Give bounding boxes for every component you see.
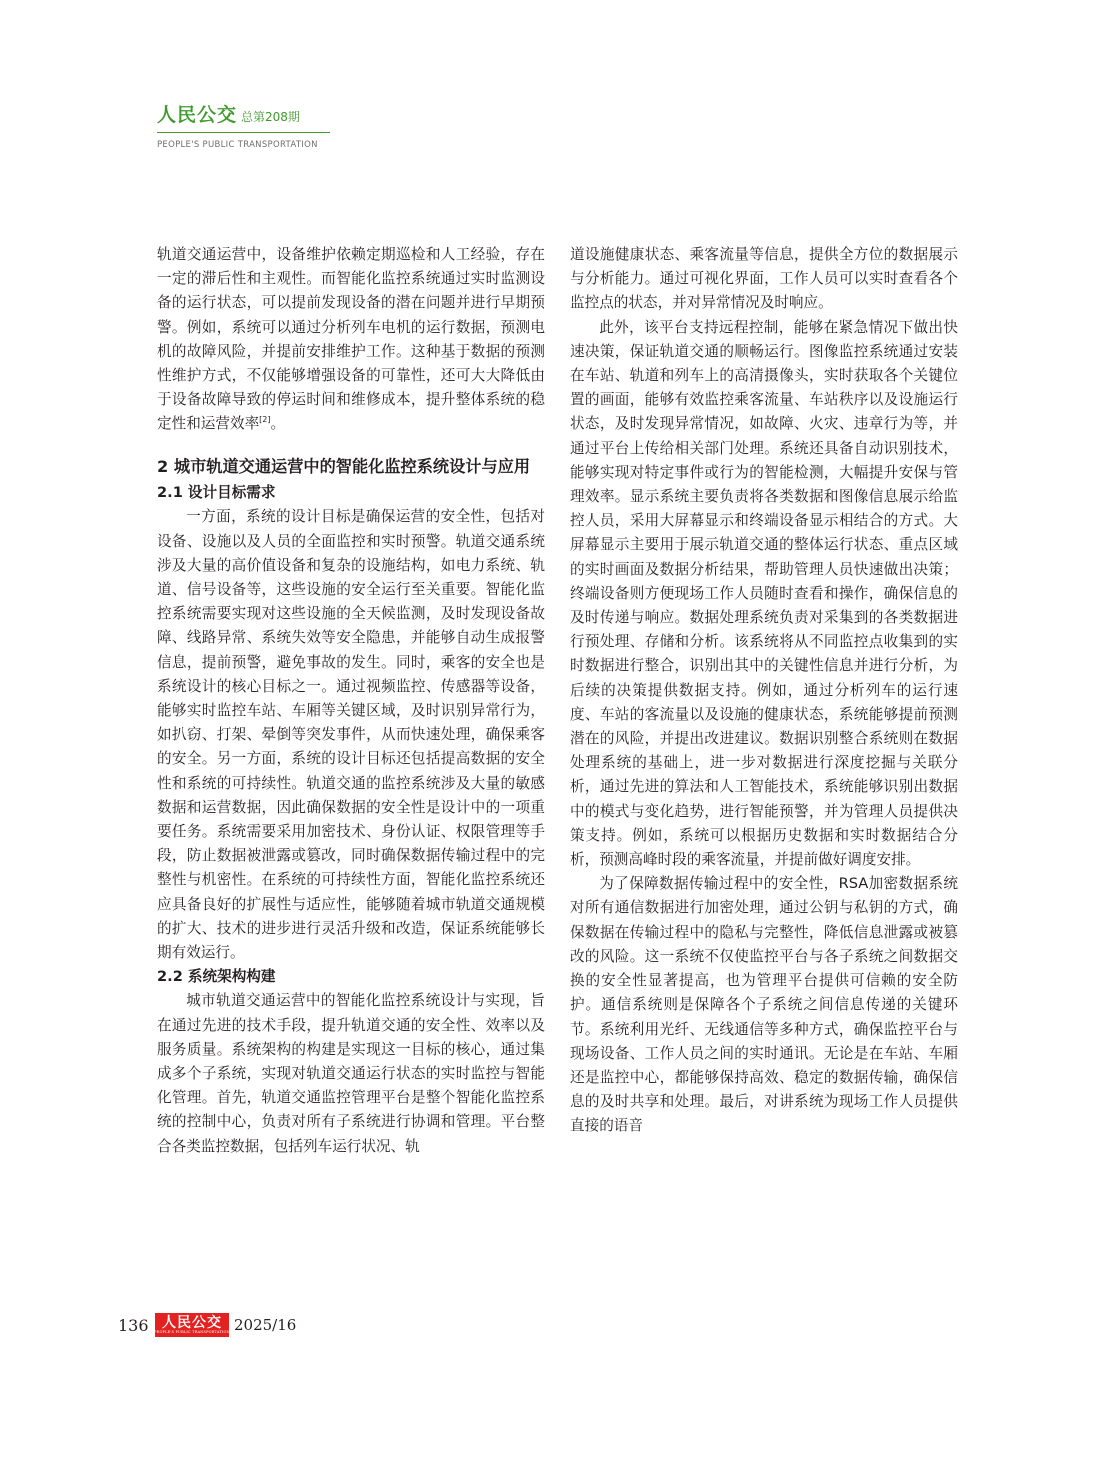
brand-title: 人民公交 xyxy=(157,104,238,126)
issue-date: 2025/16 xyxy=(234,1316,297,1334)
page-number: 136 xyxy=(118,1315,149,1335)
citation: [2] xyxy=(259,415,271,425)
subsection-heading: 2.1 设计目标需求 xyxy=(157,484,276,502)
brand-english: PEOPLE'S PUBLIC TRANSPORTATION xyxy=(157,140,318,150)
logo-text: 人民公交 xyxy=(162,1314,222,1331)
section-heading: 2 城市轨道交通运营中的智能化监控系统设计与应用 xyxy=(157,456,531,476)
left-column xyxy=(157,243,545,1159)
paragraph: 为了保障数据传输过程中的安全性，RSA加密数据系统对所有通信数据进行加密处理，通过公钥与私钥的方式，确保数据在传输过程中的隐私与完整性，降低信息泄露或被篡改的风险。这一系统不仅使监控平台与各子系统之间数据交换的安全性显著提高，也为管理平台提供可信赖的安全防护。通信系统则是保障各个子系统之间信息传递的关键环节。系统利用光纤、无线通信等多种方式，确保监控平台与现场设备、工作人员之间的实时通讯。无论是在车站、车厢还是监控中心，都能够保持高效、稳定的数据传输，确保信息的及时共享和处理。最后，对讲系统为现场工作人员提供直接的语音 xyxy=(570,875,958,1135)
paragraph: 城市轨道交通运营中的智能化监控系统设计与实现，旨在通过先进的技术手段，提升轨道交通的安全性、效率以及服务质量。系统架构的构建是实现这一目标的核心，通过集成多个子系统，实现对轨道交通运行状态的实时监控与智能化管理。首先，轨道交通监控管理平台是整个智能化监控系统的控制中心，负责对所有子系统进行协调和管理。平台整合各类监控数据，包括列车运行状况、轨 xyxy=(157,992,545,1155)
paragraph: 一方面，系统的设计目标是确保运营的安全性，包括对设备、设施以及人员的全面监控和实时预警。轨道交通系统涉及大量的高价值设备和复杂的设施结构，如电力系统、轨道、信号设备等，这些设施的安全运行至关重要。智能化监控系统需要实现对这些设施的全天候监测，及时发现设备故障、线路异常、系统失效等安全隐患，并能够自动生成报警信息，提前预警，避免事故的发生。同时，乘客的安全也是系统设计的核心目标之一。通过视频监控、传感器等设备，能够实时监控车站、车厢等关键区域，及时识别异常行为，如扒窃、打架、晕倒等突发事件，从而快速处理，确保乘客的安全。另一方面，系统的设计目标还包括提高数据的安全性和系统的可持续性。轨道交通的监控系统涉及大量的敏感数据和运营数据，因此确保数据的安全性是设计中的一项重要任务。系统需要采用加密技术、身份认证、权限管理等手段，防止数据被泄露或篡改，同时确保数据传输过程中的完整性与机密性。在系统的可持续性方面，智能化监控系统还应具备良好的扩展性与适应性，能够随着城市轨道交通规模的扩大、技术的进步进行灵活升级和改造，保证系统能够长期有效运行。 xyxy=(157,508,545,961)
paragraph: 轨道交通运营中，设备维护依赖定期巡检和人工经验，存在一定的滞后性和主观性。而智能化监控系统通过实时监测设备的运行状态，可以提前发现设备的潜在问题并进行早期预警。例如，系统可以通过分析列车电机的运行数据，预测电机的故障风险，并提前安排维护工作。这种基于数据的预测性维护方式，不仅能够增强设备的可靠性，还可大大降低由于设备故障导致的停运时间和维修成本，提升整体系统的稳定性和运营效率[2]。 xyxy=(157,246,545,433)
page-footer xyxy=(118,1312,296,1338)
paragraph: 此外，该平台支持远程控制，能够在紧急情况下做出快速决策，保证轨道交通的顺畅运行。图像监控系统通过安装在车站、轨道和列车上的高清摄像头，实时获取各个关键位置的画面，能够有效监控乘客流量、车站秩序以及设施运行状态，及时发现异常情况，如故障、火灾、违章行为等，并通过平台上传给相关部门处理。系统还具备自动识别技术，能够实现对特定事件或行为的智能检测，大幅提升安保与管理效率。显示系统主要负责将各类数据和图像信息展示给监控人员，采用大屏幕显示和终端设备显示相结合的方式。大屏幕显示主要用于展示轨道交通的整体运行状态、重点区域的实时画面及数据分析结果，帮助管理人员快速做出决策；终端设备则方便现场工作人员随时查看和操作，确保信息的及时传递与响应。数据处理系统负责对采集到的各类数据进行预处理、存储和分析。该系统将从不同监控点收集到的实时数据进行整合，识别出其中的关键性信息并进行分析，为后续的决策提供数据支持。例如，通过分析列车的运行速度、车站的客流量以及设施的健康状态，系统能够提前预测潜在的风险，并提出改进建议。数据识别整合系统则在数据处理系统的基础上，进一步对数据进行深度挖掘与关联分析，通过先进的算法和人工智能技术，系统能够识别出数据中的模式与变化趋势，进行智能预警，并为管理人员提供决策支持。例如，系统可以根据历史数据和实时数据结合分析，预测高峰时段的乘客流量，并提前做好调度安排。 xyxy=(570,318,958,869)
subsection-heading: 2.2 系统架构构建 xyxy=(157,968,276,986)
paragraph: 道设施健康状态、乘客流量等信息，提供全方位的数据展示与分析能力。通过可视化界面，工作人员可以实时查看各个监控点的状态，并对异常情况及时响应。 xyxy=(570,246,958,312)
header-rule xyxy=(157,132,330,133)
magazine-brand xyxy=(157,100,332,127)
footer-logo xyxy=(155,1313,229,1337)
logo-english: PEOPLE'S PUBLIC TRANSPORTATION xyxy=(154,1329,230,1334)
right-column xyxy=(570,243,958,1139)
masthead xyxy=(157,100,332,150)
issue-number: 总第208期 xyxy=(241,110,300,124)
